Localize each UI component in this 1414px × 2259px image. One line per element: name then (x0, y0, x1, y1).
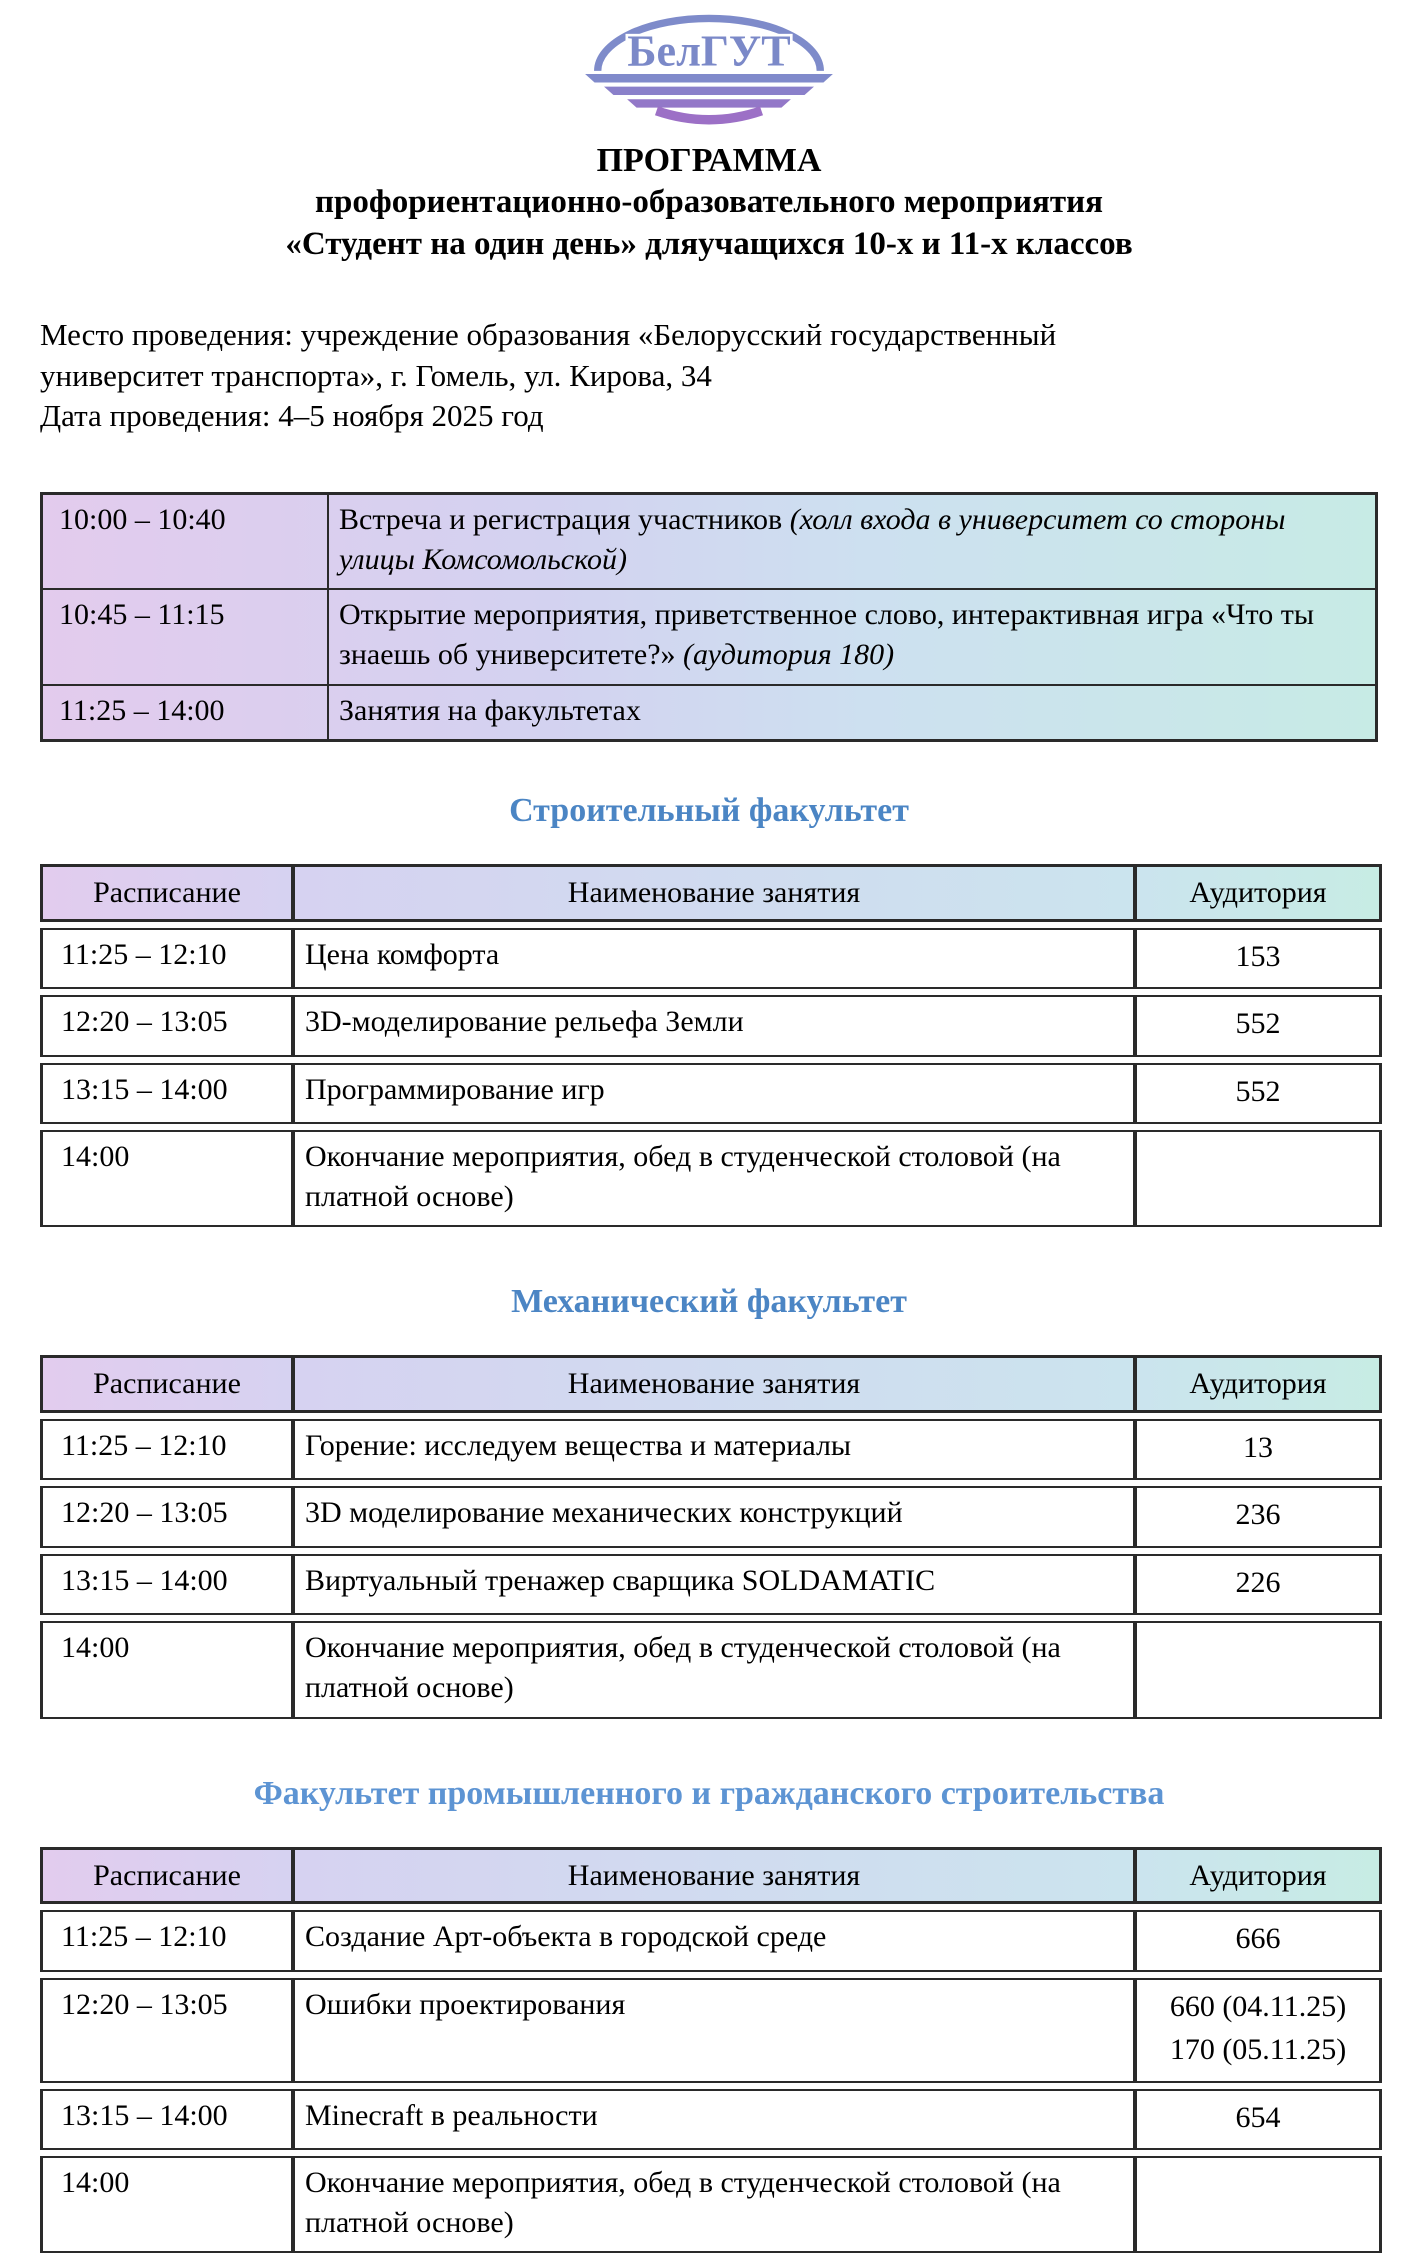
activity-note: (холл входа в университет со стороны улицы Комсомольской) (339, 503, 1286, 576)
lesson-time: 11:25 – 12:10 (40, 1419, 293, 1481)
lesson-name: Minecraft в реальности (293, 2089, 1135, 2151)
faculty-table (40, 1841, 1382, 2259)
table-row (40, 2156, 1382, 2253)
lesson-room (1135, 2156, 1382, 2253)
faculty-section-mechanical (40, 1283, 1378, 1724)
table-row (42, 494, 1377, 590)
column-header-lesson: Наименование занятия (293, 1847, 1135, 1905)
schedule-time: 10:45 – 11:15 (42, 589, 329, 684)
lesson-room (1135, 2089, 1382, 2151)
lesson-name: Окончание мероприятия, обед в студенческой столовой (на платной основе) (293, 2156, 1135, 2253)
belgut-logo (583, 10, 835, 128)
general-schedule-table (40, 492, 1378, 742)
lesson-name: 3D моделирование механических конструкций (293, 1486, 1135, 1548)
table-row (40, 1486, 1382, 1548)
belgut-logo-graphic (583, 10, 835, 128)
table-row (40, 1130, 1382, 1227)
event-location-line2: университет транспорта», г. Гомель, ул. Кирова, 34 (40, 357, 712, 393)
lesson-room (1135, 995, 1382, 1057)
lesson-time: 14:00 (40, 1130, 293, 1227)
column-header-room: Аудитория (1135, 1847, 1382, 1905)
lesson-time: 12:20 – 13:05 (40, 1978, 293, 2083)
lesson-time: 13:15 – 14:00 (40, 2089, 293, 2151)
schedule-activity (328, 589, 1377, 684)
table-row (42, 589, 1377, 684)
room-number: 552 (1235, 1007, 1281, 1041)
room-number: 666 (1235, 1922, 1281, 1956)
lesson-time: 13:15 – 14:00 (40, 1063, 293, 1125)
lesson-room (1135, 1130, 1382, 1227)
room-number: 660 (04.11.25) (1169, 1989, 1347, 2023)
lesson-time: 11:25 – 12:10 (40, 1910, 293, 1972)
schedule-time: 11:25 – 14:00 (42, 685, 329, 741)
activity-text: Занятия на факультетах (339, 693, 641, 727)
lesson-name: Ошибки проектирования (293, 1978, 1135, 2083)
lesson-time: 12:20 – 13:05 (40, 1486, 293, 1548)
logo-stripe-3 (627, 99, 791, 107)
column-header-schedule: Расписание (40, 1847, 293, 1905)
table-header-row (40, 1355, 1382, 1413)
table-row (40, 1910, 1382, 1972)
faculty-heading: Строительный факультет (509, 792, 909, 830)
table-row (40, 1554, 1382, 1616)
lesson-room (1135, 1419, 1382, 1481)
lesson-name: Цена комфорта (293, 928, 1135, 990)
faculty-section-construction (40, 792, 1378, 1233)
table-row (40, 1063, 1382, 1125)
table-row (40, 1419, 1382, 1481)
event-date: Дата проведения: 4–5 ноября 2025 год (40, 397, 544, 433)
table-header-row (40, 864, 1382, 922)
lesson-name: Окончание мероприятия, обед в студенческой столовой (на платной основе) (293, 1130, 1135, 1227)
logo-bottom-arc (657, 111, 762, 120)
lesson-room (1135, 1554, 1382, 1616)
schedule-activity (328, 685, 1377, 741)
room-number-2: 170 (05.11.25) (1169, 2033, 1347, 2067)
logo-text: БелГУТ (627, 26, 791, 76)
column-header-room: Аудитория (1135, 1355, 1382, 1413)
lesson-room (1135, 1621, 1382, 1718)
lesson-name: 3D-моделирование рельефа Земли (293, 995, 1135, 1057)
activity-text: Встреча и регистрация участников (339, 503, 790, 537)
lesson-room (1135, 928, 1382, 990)
room-number: 236 (1235, 1498, 1281, 1532)
room-number: 13 (1243, 1430, 1273, 1464)
doc-subtitle-1: профориентационно-образовательного мероприятия (315, 184, 1103, 221)
schedule-activity (328, 494, 1377, 590)
table-row (40, 995, 1382, 1057)
table-row (40, 928, 1382, 990)
lesson-name: Окончание мероприятия, обед в студенческой столовой (на платной основе) (293, 1621, 1135, 1718)
lesson-time: 13:15 – 14:00 (40, 1554, 293, 1616)
lesson-time: 11:25 – 12:10 (40, 928, 293, 990)
column-header-room: Аудитория (1135, 864, 1382, 922)
lesson-name: Программирование игр (293, 1063, 1135, 1125)
event-info (40, 315, 1378, 436)
faculty-heading: Факультет промышленного и гражданского строительства (253, 1774, 1165, 1812)
schedule-time: 10:00 – 10:40 (42, 494, 329, 590)
table-row (40, 1978, 1382, 2083)
faculty-section-civil-engineering (40, 1775, 1378, 2259)
lesson-time: 14:00 (40, 2156, 293, 2253)
lesson-room (1135, 1063, 1382, 1125)
doc-subtitle-2: «Студент на один день» дляучащихся 10-х и 11-х классов (285, 225, 1133, 262)
room-number: 226 (1235, 1565, 1281, 1599)
event-location-line1: Место проведения: учреждение образования «Белорусский государственный (40, 317, 1057, 353)
table-row (40, 2089, 1382, 2151)
activity-note: (аудитория 180) (683, 637, 895, 671)
table-row (40, 1621, 1382, 1718)
lesson-room (1135, 1486, 1382, 1548)
lesson-name: Горение: исследуем вещества и материалы (293, 1419, 1135, 1481)
lesson-time: 14:00 (40, 1621, 293, 1718)
faculty-table (40, 858, 1382, 1233)
logo-stripe-2 (604, 87, 814, 95)
room-number: 552 (1235, 1074, 1281, 1108)
faculty-table (40, 1349, 1382, 1724)
lesson-room (1135, 1910, 1382, 1972)
table-header-row (40, 1847, 1382, 1905)
lesson-name: Создание Арт-объекта в городской среде (293, 1910, 1135, 1972)
doc-title: ПРОГРАММА (596, 141, 822, 179)
table-row (42, 685, 1377, 741)
faculty-heading: Механический факультет (511, 1283, 907, 1321)
room-number: 153 (1235, 939, 1281, 973)
column-header-lesson: Наименование занятия (293, 864, 1135, 922)
column-header-schedule: Расписание (40, 1355, 293, 1413)
column-header-lesson: Наименование занятия (293, 1355, 1135, 1413)
activity-text: Открытие мероприятия, приветственное слово, интерактивная игра «Что ты знаешь об университете?» (339, 598, 1314, 671)
lesson-time: 12:20 – 13:05 (40, 995, 293, 1057)
lesson-room (1135, 1978, 1382, 2083)
column-header-schedule: Расписание (40, 864, 293, 922)
lesson-name: Виртуальный тренажер сварщика SOLDAMATIC (293, 1554, 1135, 1616)
room-number: 654 (1235, 2100, 1281, 2134)
